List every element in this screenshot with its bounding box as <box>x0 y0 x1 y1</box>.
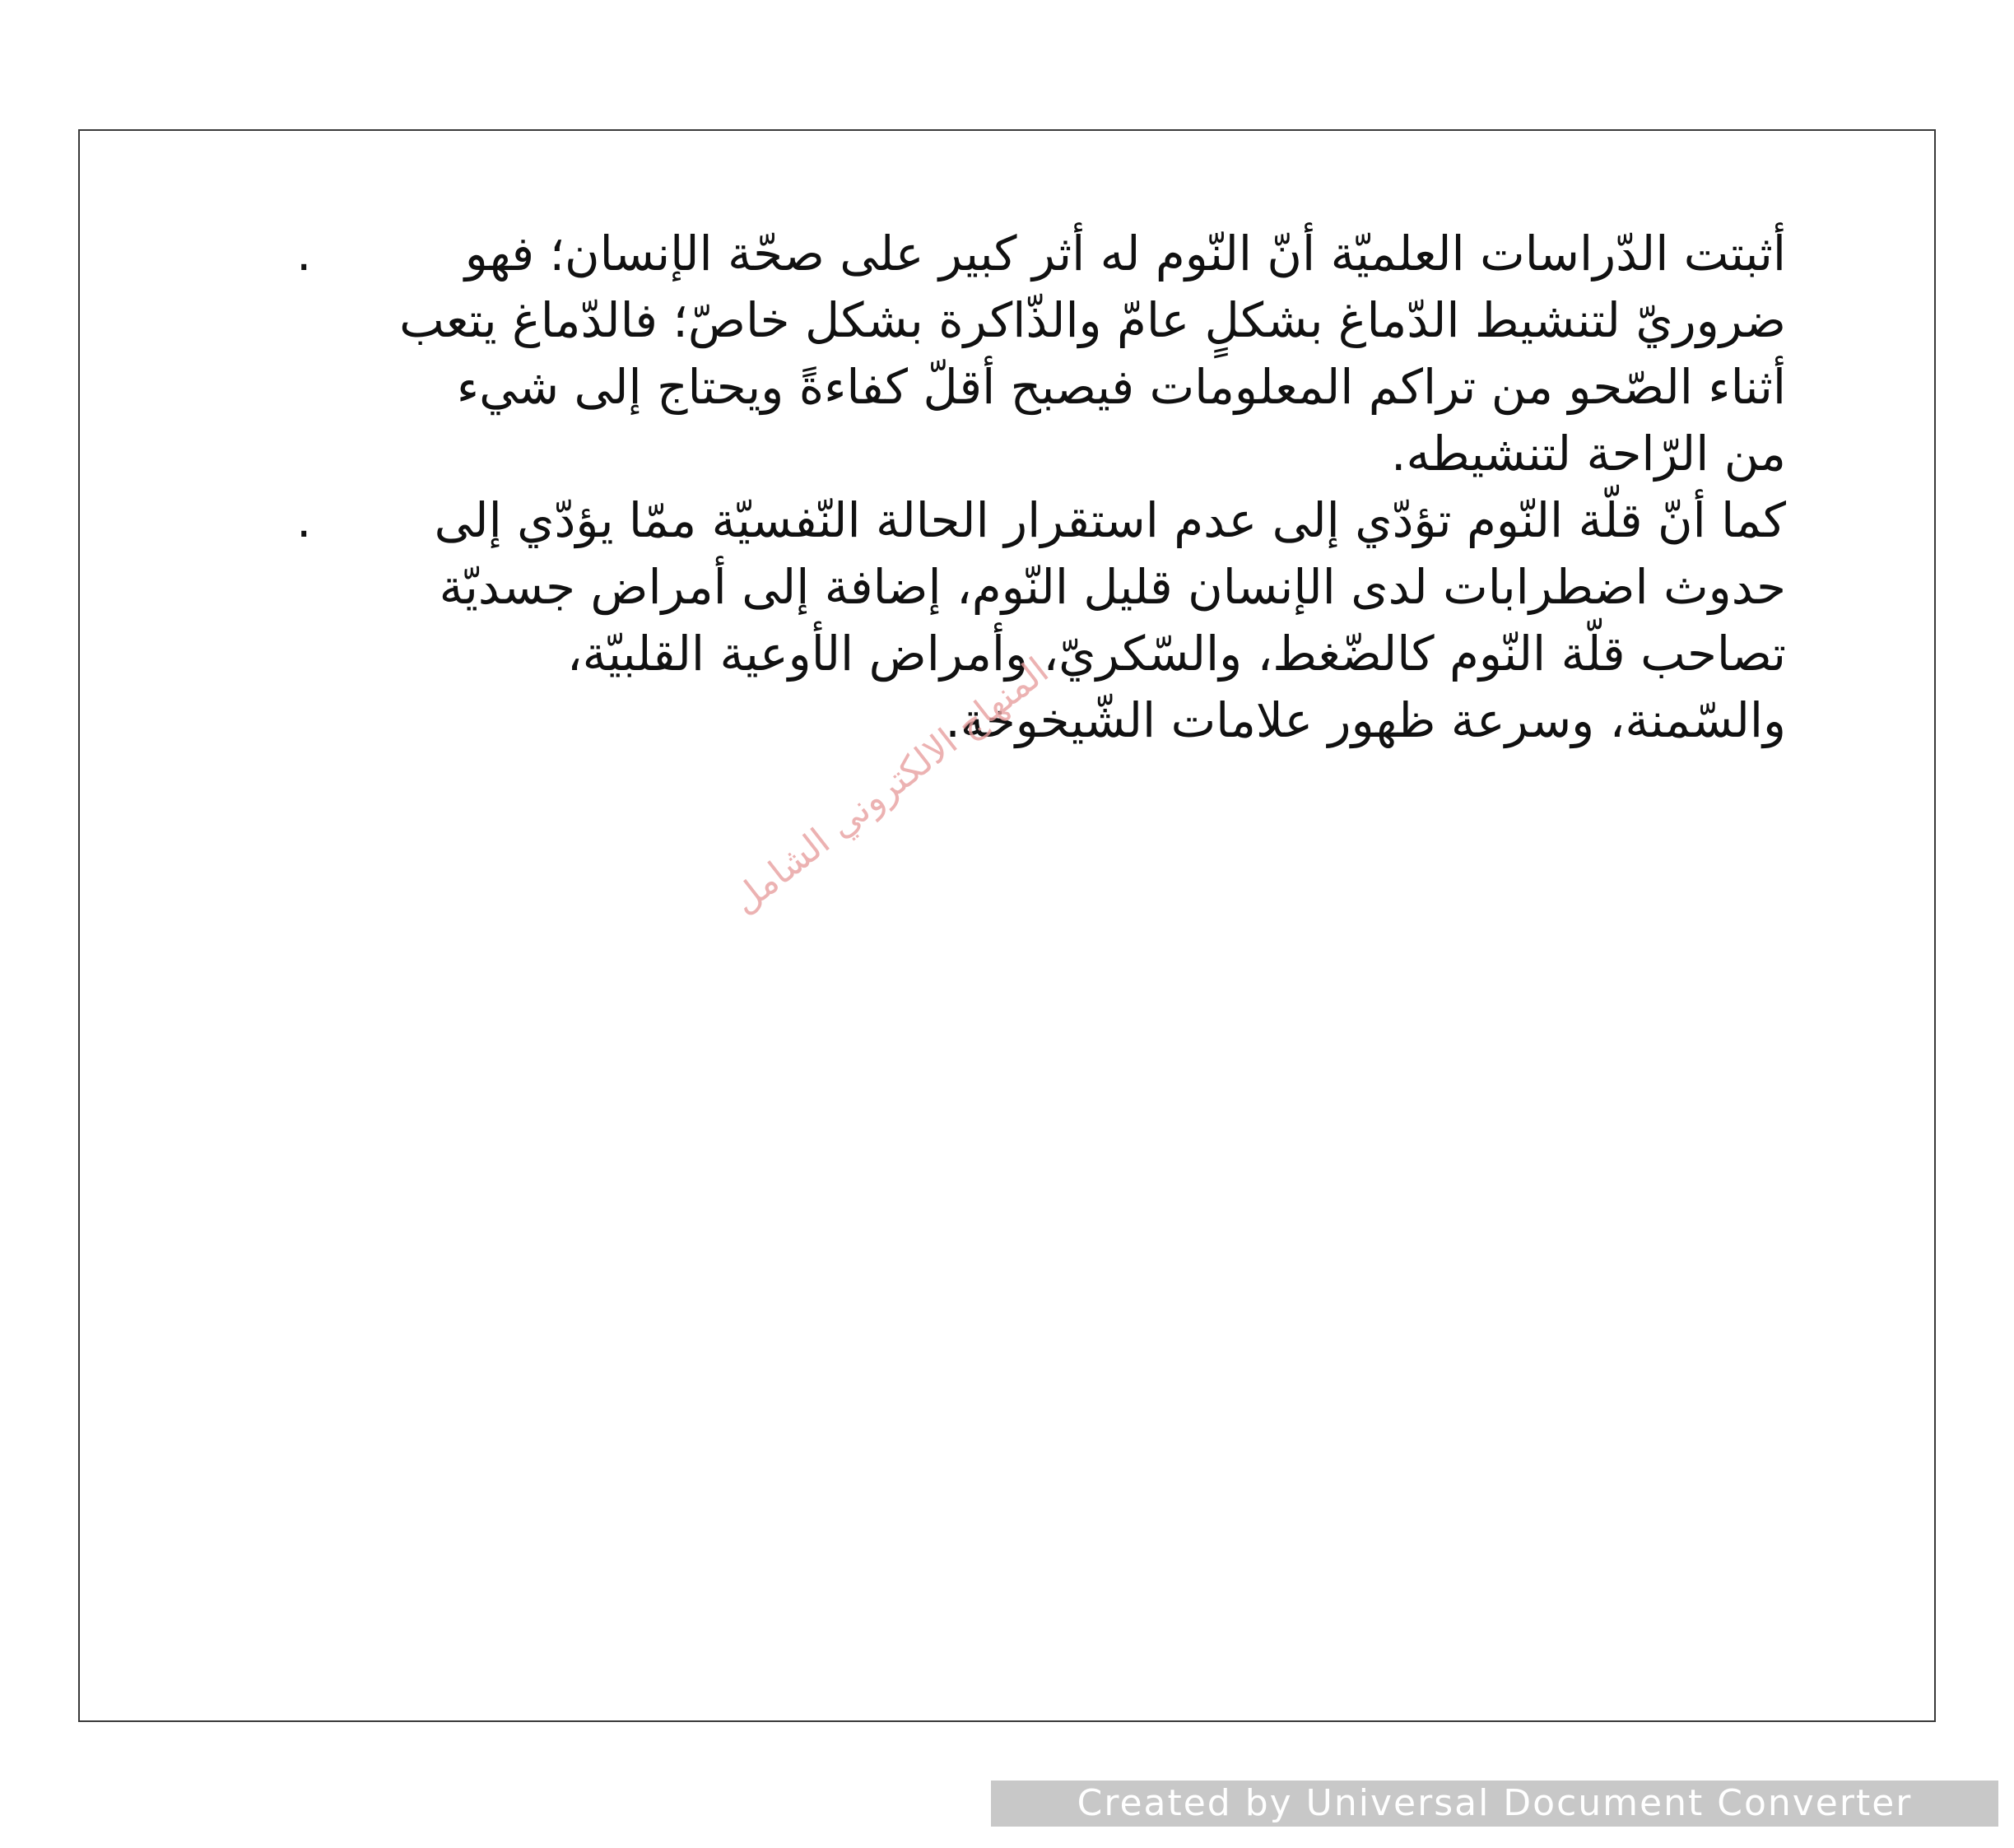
watermark: المنهاج الالكتروني الشامل <box>724 649 1057 923</box>
bullet-marker: . <box>296 492 312 548</box>
bullet-text: أثبتت الدّراسات العلميّة أنّ النّوم له أثر كبير على صحّة الإنسان؛ فهو ضروريّ لتنشيط الدّماغ بشكلٍ عامّ والذّاكرة بشكل خاصّ؛ فالدّماغ يتعب أثناء الصّحو من تراكم المعلومات فيصبح أقلّ كفاءةً ويحتاج إلى شيء من الرّاحة لتنشيطه. <box>399 226 1786 482</box>
bullet-marker: . <box>296 226 312 282</box>
bullet-text: كما أنّ قلّة النّوم تؤدّي إلى عدم استقرار الحالة النّفسيّة ممّا يؤدّي إلى حدوث اضطرابات لدى الإنسان قليل النّوم، إضافة إلى أمراض جسديّة تصاحب قلّة النّوم كالضّغط، والسّكريّ، وأمراض الأوعية القلبيّة، والسّمنة، وسرعة ظهور علامات الشّيخوخة. <box>434 492 1786 748</box>
bullet-item <box>280 487 1786 754</box>
bullet-item <box>280 221 1786 487</box>
converter-banner: Created by Universal Document Converter <box>991 1781 1998 1827</box>
